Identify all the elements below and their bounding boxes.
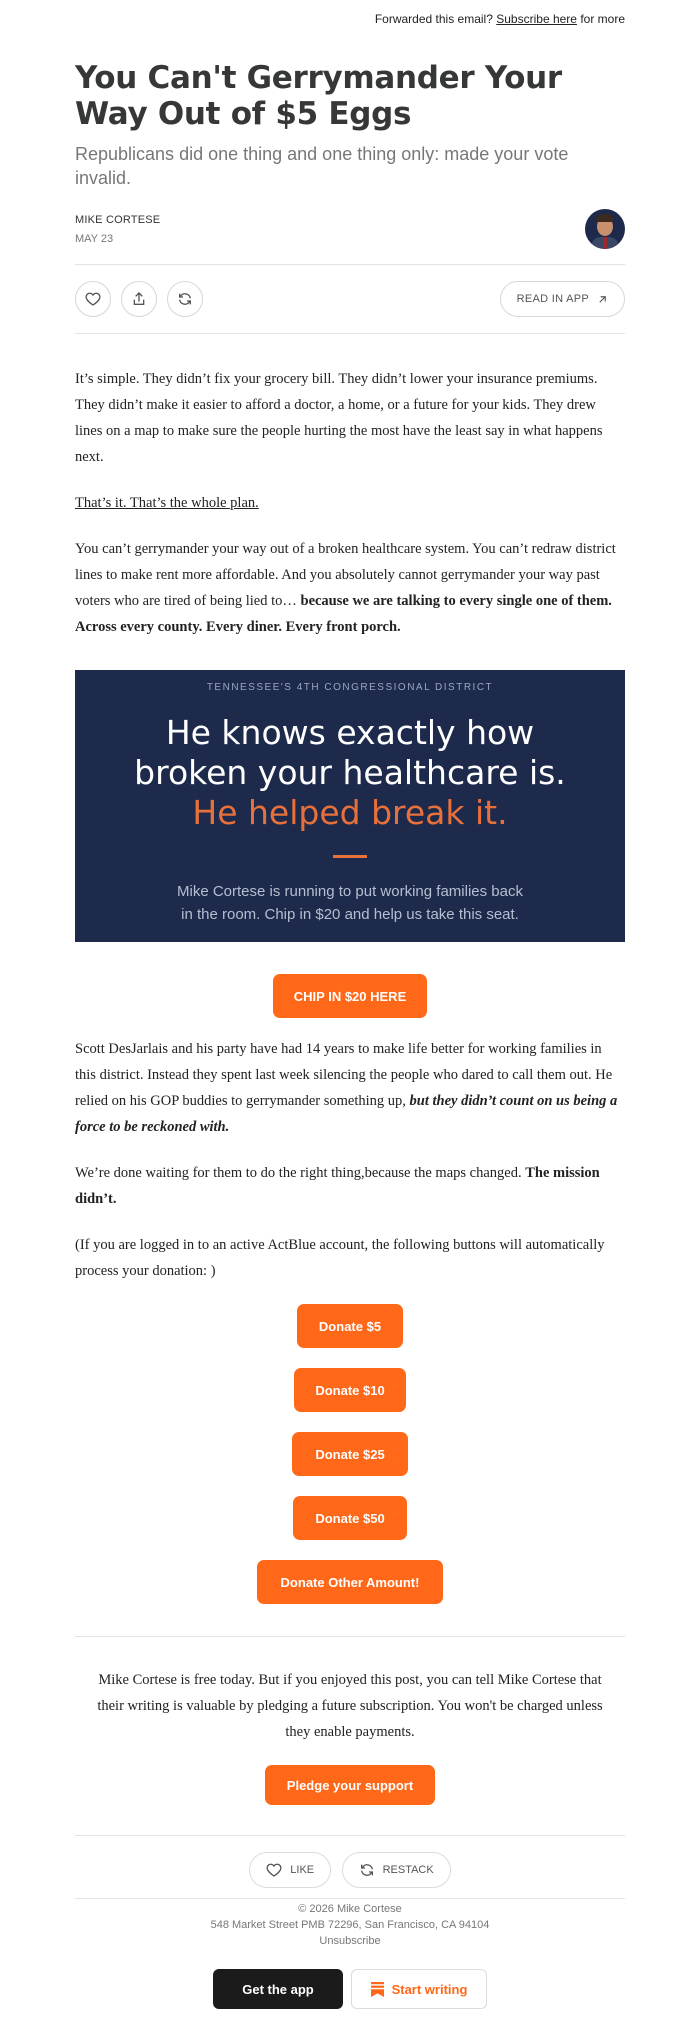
pledge-text: Mike Cortese is free today. But if you enjoyed this post, you can tell Mike Cortese that their writing is valuable by pledging a future subscription. You won't be charged unless they enable payments. bbox=[97, 1672, 603, 1740]
paragraph-5 bbox=[75, 1160, 625, 1212]
byline bbox=[75, 206, 625, 252]
banner-rule bbox=[333, 855, 367, 858]
author-name[interactable]: MIKE CORTESE bbox=[75, 213, 161, 226]
restack-label: RESTACK bbox=[382, 1864, 434, 1876]
footer-actions bbox=[75, 1836, 625, 1898]
avatar-tie bbox=[603, 237, 607, 249]
restack-icon bbox=[359, 1862, 375, 1878]
avatar-hair bbox=[596, 214, 614, 222]
read-in-app-label: READ IN APP bbox=[516, 293, 589, 305]
paragraph-2: That’s it. That’s the whole plan. bbox=[75, 495, 259, 511]
post-actions bbox=[75, 265, 625, 333]
donation-buttons bbox=[75, 1304, 625, 1624]
paragraph-4-text: Scott DesJarlais and his party have had 14 years to make life better for working families in this district. Instead they spent last week silencing the people who dared to call them out. He relied on his GOP buddies to gerrymander something up, bbox=[75, 1041, 613, 1109]
paragraph-1: It’s simple. They didn’t fix your grocery bill. They didn’t lower your insurance premiums. They didn’t make it easier to afford a doctor, a home, or a future for your kids. They drew lines on a map to make sure the people hurting the most have the least say in what happens next. bbox=[75, 371, 603, 465]
share-icon bbox=[131, 291, 147, 307]
start-writing-label: Start writing bbox=[391, 1981, 468, 1997]
donate-50-button[interactable]: Donate $50 bbox=[293, 1496, 407, 1540]
banner-sub-line2: in the room. Chip in $20 and help us take this seat. bbox=[181, 906, 519, 923]
paragraph-6: (If you are logged in to an active ActBlue account, the following buttons will automatically process your donation: ) bbox=[75, 1237, 605, 1279]
app-buttons bbox=[75, 1969, 625, 2009]
forward-prefix: Forwarded this email? bbox=[374, 12, 493, 26]
paragraph-4 bbox=[75, 1036, 625, 1140]
banner-headline-accent: He helped break it. bbox=[192, 793, 508, 832]
unsubscribe-link[interactable]: Unsubscribe bbox=[319, 1935, 381, 1947]
copyright: © 2026 Mike Cortese bbox=[298, 1903, 402, 1915]
like-label: LIKE bbox=[290, 1864, 315, 1876]
banner-headline-line2: broken your healthcare is. bbox=[134, 753, 566, 792]
banner-headline-line1: He knows exactly how bbox=[165, 713, 535, 752]
forward-suffix: for more bbox=[580, 12, 625, 26]
restack-button[interactable] bbox=[167, 281, 203, 317]
forward-banner bbox=[75, 0, 625, 36]
restack-icon bbox=[177, 291, 193, 307]
paragraph-5-text: We’re done waiting for them to do the right thing,because the maps changed. bbox=[75, 1165, 526, 1181]
get-app-button[interactable]: Get the app bbox=[213, 1969, 343, 2009]
author-avatar[interactable] bbox=[585, 209, 625, 249]
like-button[interactable] bbox=[75, 281, 111, 317]
paragraph-4-bold-italic: but they didn’t count on us being a force to be reckoned with. bbox=[75, 1093, 618, 1135]
divider bbox=[75, 1898, 625, 1899]
read-in-app-button[interactable] bbox=[500, 281, 625, 317]
paragraph-3 bbox=[75, 536, 625, 640]
start-writing-button[interactable] bbox=[351, 1969, 487, 2009]
banner-sub-line1: Mike Cortese is running to put working families back bbox=[177, 883, 523, 900]
paragraph-3-bold: because we are talking to every single one of them. Across every county. Every diner. Every front porch. bbox=[75, 593, 612, 635]
post-title[interactable]: You Can't Gerrymander Your Way Out of $5 Eggs bbox=[75, 60, 562, 132]
substack-logo-icon bbox=[371, 1982, 384, 1997]
arrow-up-right-icon bbox=[597, 294, 608, 305]
campaign-banner-image[interactable] bbox=[75, 670, 625, 942]
like-pill-button[interactable] bbox=[249, 1852, 331, 1888]
donate-other-button[interactable]: Donate Other Amount! bbox=[257, 1560, 443, 1604]
address: 548 Market Street PMB 72296, San Francisco, CA 94104 bbox=[210, 1919, 490, 1931]
heart-icon bbox=[266, 1862, 282, 1878]
pledge-support-button[interactable]: Pledge your support bbox=[265, 1765, 435, 1805]
paragraph-5-bold: The mission didn’t. bbox=[75, 1165, 600, 1207]
subscribe-link[interactable]: Subscribe here bbox=[496, 12, 577, 26]
post-date: MAY 23 bbox=[75, 232, 114, 245]
restack-pill-button[interactable] bbox=[342, 1852, 451, 1888]
post-subtitle: Republicans did one thing and one thing only: made your vote invalid. bbox=[75, 144, 569, 188]
share-button[interactable] bbox=[121, 281, 157, 317]
chip-in-button[interactable]: CHIP IN $20 HERE bbox=[273, 974, 427, 1018]
banner-kicker: TENNESSEE'S 4TH CONGRESSIONAL DISTRICT bbox=[206, 682, 494, 693]
donate-25-button[interactable]: Donate $25 bbox=[292, 1432, 408, 1476]
paragraph-3-text: You can’t gerrymander your way out of a broken healthcare system. You can’t redraw district lines to make rent more affordable. And you absolutely cannot gerrymander your way past voters who are tired of being lied to… bbox=[75, 541, 616, 609]
divider bbox=[75, 333, 625, 334]
donate-10-button[interactable]: Donate $10 bbox=[294, 1368, 406, 1412]
donate-5-button[interactable]: Donate $5 bbox=[297, 1304, 403, 1348]
heart-icon bbox=[85, 291, 101, 307]
